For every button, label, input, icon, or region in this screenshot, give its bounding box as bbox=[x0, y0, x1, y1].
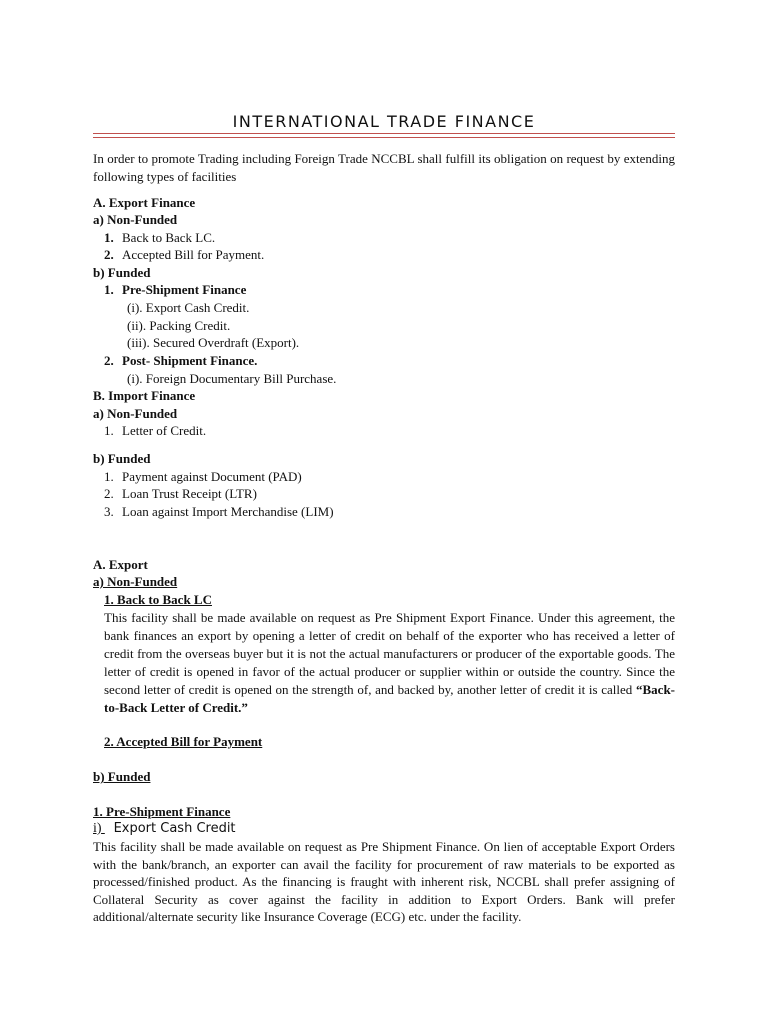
list-item-text: Pre-Shipment Finance bbox=[122, 282, 247, 297]
list-item bbox=[104, 282, 246, 298]
list-item bbox=[104, 230, 215, 246]
import-funded-heading: b) Funded bbox=[93, 451, 151, 466]
list-number: 1. bbox=[104, 282, 114, 297]
back-to-back-lc-heading: 1. Back to Back LC bbox=[104, 592, 212, 607]
list-item-text: Accepted Bill for Payment. bbox=[122, 247, 265, 262]
list-number: 1. bbox=[104, 423, 114, 438]
list-item bbox=[104, 486, 257, 502]
import-finance-heading: B. Import Finance bbox=[93, 388, 196, 403]
list-item bbox=[104, 504, 334, 520]
list-item bbox=[104, 469, 302, 485]
export-finance-heading: A. Export Finance bbox=[93, 195, 196, 210]
list-number: 2. bbox=[104, 247, 114, 262]
paragraph-emphasis: “Back-to-Back Letter of Credit.” bbox=[104, 682, 675, 715]
export-detail-heading: A. Export bbox=[93, 557, 148, 572]
list-number: 1. bbox=[104, 469, 114, 484]
heading-prefix: i) bbox=[93, 821, 102, 836]
list-item-text: Back to Back LC. bbox=[122, 230, 216, 245]
heading-text: Export Cash Credit bbox=[113, 821, 236, 836]
import-nonfunded-heading: a) Non-Funded bbox=[93, 406, 178, 421]
list-item bbox=[104, 423, 206, 439]
paragraph-text: This facility shall be made available on request as Pre Shipment Export Finance. Under this agreement, the bank finances an export by opening a letter of credit on behalf of the exporter who has received a letter of credit from the overseas buyer but it is not the actual manufacturers or producer of the exportable goods. The letter of credit is opened in favor of the actual producer or supplier within or outside the country. Since the second letter of credit is opened on the strength of, and backed by, another letter of credit it is called bbox=[104, 610, 675, 697]
page-title: INTERNATIONAL TRADE FINANCE bbox=[232, 112, 536, 131]
list-item-text: Post- Shipment Finance. bbox=[122, 353, 258, 368]
title-rule-thin bbox=[93, 137, 675, 138]
list-number: 1. bbox=[104, 230, 114, 245]
list-number: 2. bbox=[104, 353, 114, 368]
detail-nonfunded-heading: a) Non-Funded bbox=[93, 574, 178, 589]
export-cash-credit-paragraph: This facility shall be made available on request as Pre Shipment Finance. On lien of acceptable Export Orders with the bank/branch, an exporter can avail the facility for procurement of raw materials to be exported as processed/finished product. As the financing is fraught with inherent risk, NCCBL shall prefer assigning of Collateral Security as cover against the facility in addition to Export Orders. Bank will prefer additional/alternate security like Insurance Coverage (ECG) etc. under the facility. bbox=[93, 839, 675, 924]
sub-list-item: (iii). Secured Overdraft (Export). bbox=[127, 335, 300, 350]
title-rule-thick bbox=[93, 133, 675, 134]
intro-paragraph: In order to promote Trading including Foreign Trade NCCBL shall fulfill its obligation on request by extending following types of facilities bbox=[93, 151, 675, 184]
pre-shipment-heading: 1. Pre-Shipment Finance bbox=[93, 804, 231, 819]
export-cash-credit-heading bbox=[93, 820, 236, 838]
back-to-back-lc-paragraph bbox=[104, 609, 675, 717]
list-item-text: Letter of Credit. bbox=[122, 423, 207, 438]
heading-gap bbox=[102, 820, 114, 836]
sub-list-item: (i). Foreign Documentary Bill Purchase. bbox=[127, 371, 337, 386]
sub-list-item: (ii). Packing Credit. bbox=[127, 318, 231, 333]
list-item-text: Payment against Document (PAD) bbox=[122, 469, 302, 484]
list-item-text: Loan against Import Merchandise (LIM) bbox=[122, 504, 334, 519]
accepted-bill-heading: 2. Accepted Bill for Payment bbox=[104, 734, 263, 749]
sub-list-item: (i). Export Cash Credit. bbox=[127, 300, 250, 315]
detail-funded-heading: b) Funded bbox=[93, 769, 151, 784]
list-item bbox=[104, 353, 257, 369]
list-number: 2. bbox=[104, 486, 114, 501]
export-funded-heading: b) Funded bbox=[93, 265, 151, 280]
list-item-text: Loan Trust Receipt (LTR) bbox=[122, 486, 257, 501]
list-item bbox=[104, 247, 264, 263]
export-nonfunded-heading: a) Non-Funded bbox=[93, 212, 178, 227]
list-number: 3. bbox=[104, 504, 114, 519]
